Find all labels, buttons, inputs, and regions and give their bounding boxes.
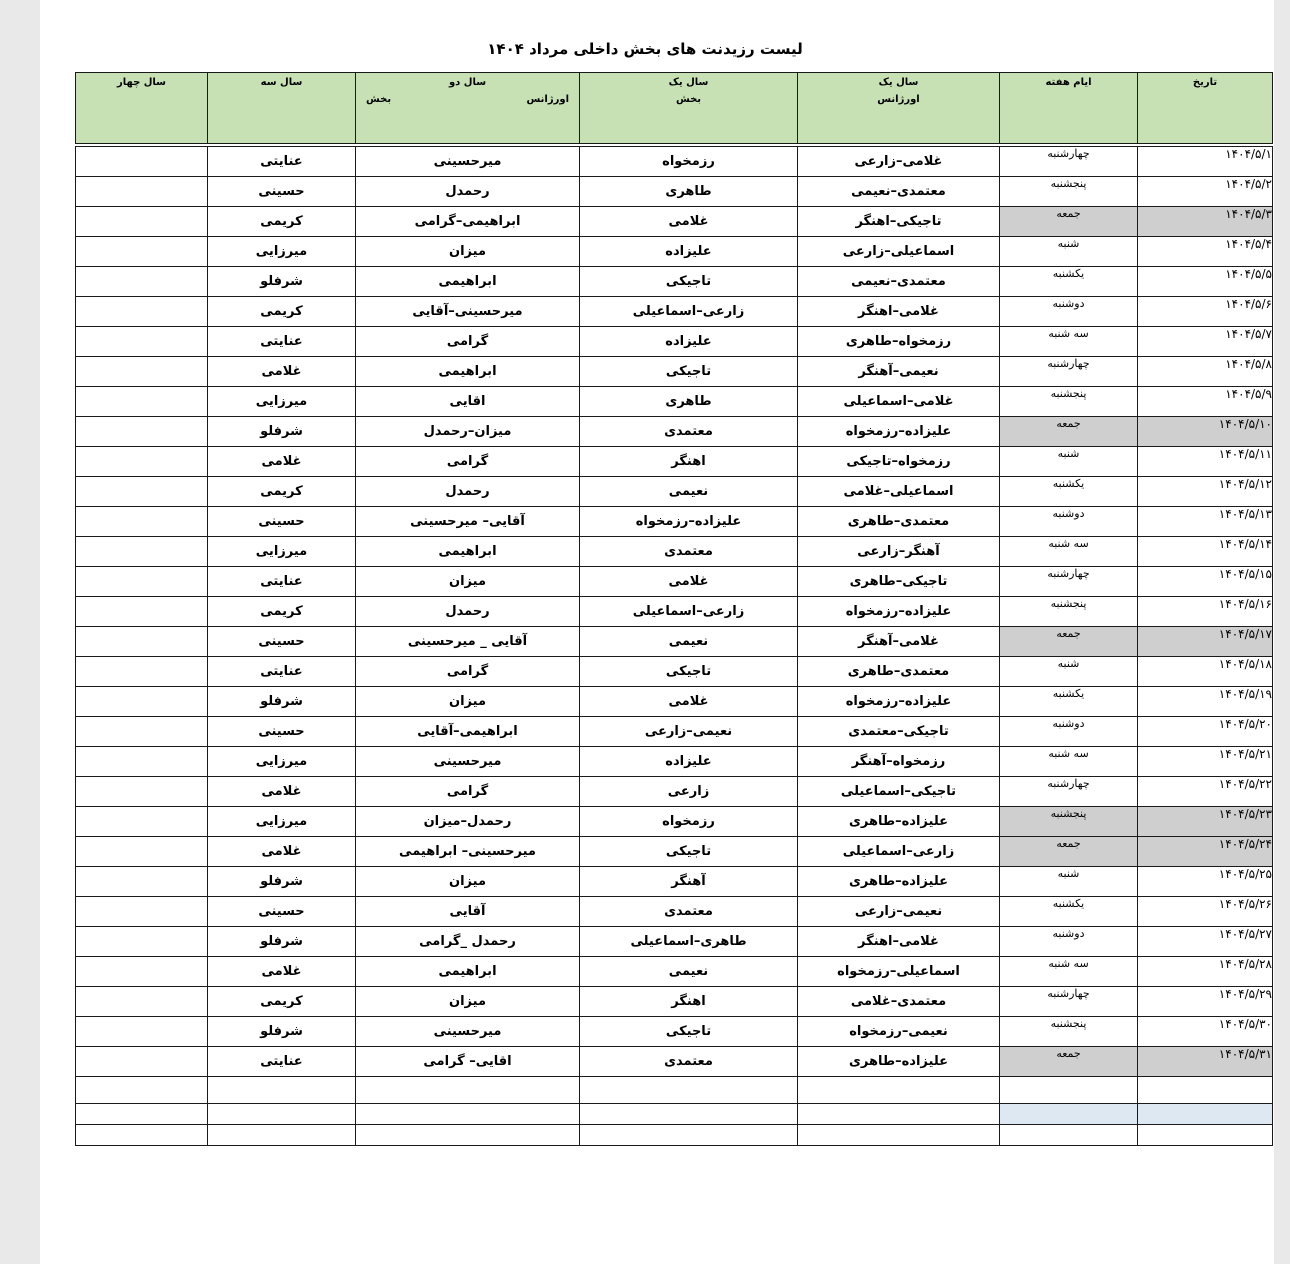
year1-emergency-cell: معتمدی–نعیمی	[798, 177, 1000, 207]
weekday-cell: جمعه	[1000, 837, 1138, 867]
year1-ward-cell: زارعی–اسماعیلی	[580, 297, 798, 327]
date-cell: ۱۴۰۴/۵/۲۲	[1138, 777, 1273, 807]
weekday-cell: پنجشنبه	[1000, 387, 1138, 417]
year3-cell: غلامی	[208, 777, 356, 807]
date-cell: ۱۴۰۴/۵/۳	[1138, 207, 1273, 237]
date-cell: ۱۴۰۴/۵/۴	[1138, 237, 1273, 267]
year4-cell	[76, 1047, 208, 1077]
page-title: لیست رزیدنت های بخش داخلی مرداد ۱۴۰۴	[487, 40, 803, 58]
year1-emergency-cell: رزمخواه–آهنگر	[798, 747, 1000, 777]
year1-ward-cell: رزمخواه	[580, 147, 798, 177]
weekday-cell: یکشنبه	[1000, 267, 1138, 297]
year3-cell: حسینی	[208, 717, 356, 747]
table-row	[76, 657, 1273, 687]
year1-emergency-cell: غلامی–زارعی	[798, 147, 1000, 177]
date-cell: ۱۴۰۴/۵/۲۶	[1138, 897, 1273, 927]
resident-schedule-table	[75, 72, 1273, 1146]
year1-ward-cell: علیزاده–رزمخواه	[580, 507, 798, 537]
table-row	[76, 447, 1273, 477]
year2-cell: آقایی _ میرحسینی	[356, 627, 580, 657]
date-cell: ۱۴۰۴/۵/۶	[1138, 297, 1273, 327]
year1-ward-cell: غلامی	[580, 207, 798, 237]
year1-emergency-cell	[798, 1125, 1000, 1146]
year4-cell	[76, 357, 208, 387]
year4-cell	[76, 1077, 208, 1104]
year3-cell	[208, 1125, 356, 1146]
date-cell	[1138, 1125, 1273, 1146]
year1-emergency-cell: تاجیکی–معتمدی	[798, 717, 1000, 747]
year2-cell: میزان	[356, 867, 580, 897]
weekday-cell: یکشنبه	[1000, 687, 1138, 717]
year3-cell: کریمی	[208, 477, 356, 507]
year1-emergency-cell: معتمدی–غلامی	[798, 987, 1000, 1017]
year3-cell: عنایتی	[208, 327, 356, 357]
year3-cell: شرفلو	[208, 927, 356, 957]
weekday-cell	[1000, 1104, 1138, 1125]
date-cell: ۱۴۰۴/۵/۹	[1138, 387, 1273, 417]
header-row	[76, 73, 1273, 144]
year1-emergency-cell: علیزاده–رزمخواه	[798, 597, 1000, 627]
year1-emergency-cell: علیزاده–طاهری	[798, 807, 1000, 837]
year1-emergency-cell: غلامی–اهنگر	[798, 927, 1000, 957]
year3-cell: حسینی	[208, 507, 356, 537]
year3-cell: عنایتی	[208, 1047, 356, 1077]
year1-ward-cell: آهنگر	[580, 867, 798, 897]
year3-cell	[208, 1104, 356, 1125]
year1-emergency-cell: معتمدی–طاهری	[798, 507, 1000, 537]
date-cell: ۱۴۰۴/۵/۱۶	[1138, 597, 1273, 627]
year2-cell: رحمدل	[356, 477, 580, 507]
table-row	[76, 507, 1273, 537]
table-row	[76, 777, 1273, 807]
year1-ward-cell: علیزاده	[580, 327, 798, 357]
date-cell: ۱۴۰۴/۵/۱۹	[1138, 687, 1273, 717]
date-cell: ۱۴۰۴/۵/۱۰	[1138, 417, 1273, 447]
year3-cell: حسینی	[208, 627, 356, 657]
year1-ward-cell: زارعی	[580, 777, 798, 807]
table-row	[76, 597, 1273, 627]
table-row	[76, 237, 1273, 267]
table-row	[76, 297, 1273, 327]
year1-ward-cell: غلامی	[580, 567, 798, 597]
table-row	[76, 1047, 1273, 1077]
date-cell: ۱۴۰۴/۵/۳۰	[1138, 1017, 1273, 1047]
year2-cell: ابراهیمی	[356, 267, 580, 297]
year1-ward-cell: معتمدی	[580, 897, 798, 927]
year4-cell	[76, 777, 208, 807]
table-row	[76, 807, 1273, 837]
year1-ward-cell: معتمدی	[580, 537, 798, 567]
year2-cell	[356, 1125, 580, 1146]
weekday-cell: جمعه	[1000, 627, 1138, 657]
date-cell	[1138, 1104, 1273, 1125]
weekday-cell: شنبه	[1000, 657, 1138, 687]
year2-cell: میرحسینی	[356, 1017, 580, 1047]
date-cell: ۱۴۰۴/۵/۲۴	[1138, 837, 1273, 867]
year3-cell: میرزایی	[208, 387, 356, 417]
weekday-cell: سه شنبه	[1000, 747, 1138, 777]
date-cell: ۱۴۰۴/۵/۲۰	[1138, 717, 1273, 747]
table-row	[76, 147, 1273, 177]
year1-ward-cell	[580, 1125, 798, 1146]
year1-ward-cell: اهنگر	[580, 987, 798, 1017]
year1-emergency-cell: علیزاده–رزمخواه	[798, 687, 1000, 717]
year2-cell: میزان	[356, 987, 580, 1017]
year4-cell	[76, 1017, 208, 1047]
year4-cell	[76, 537, 208, 567]
header-year1-emergency: سال یک اورژانس	[798, 73, 1000, 144]
date-cell: ۱۴۰۴/۵/۵	[1138, 267, 1273, 297]
table-row	[76, 207, 1273, 237]
year4-cell	[76, 477, 208, 507]
year4-cell	[76, 837, 208, 867]
header-year4: سال چهار	[76, 73, 208, 144]
year1-emergency-cell: علیزاده–رزمخواه	[798, 417, 1000, 447]
year4-cell	[76, 327, 208, 357]
year2-cell: میرحسینی–آقایی	[356, 297, 580, 327]
table-row	[76, 1017, 1273, 1047]
header-year1-ward: سال یک بخش	[580, 73, 798, 144]
year2-cell: ابراهیمی	[356, 957, 580, 987]
year4-cell	[76, 747, 208, 777]
table-row	[76, 177, 1273, 207]
year4-cell	[76, 507, 208, 537]
date-cell: ۱۴۰۴/۵/۲۵	[1138, 867, 1273, 897]
year1-emergency-cell: زارعی–اسماعیلی	[798, 837, 1000, 867]
date-cell: ۱۴۰۴/۵/۱۵	[1138, 567, 1273, 597]
year3-cell: عنایتی	[208, 147, 356, 177]
year1-ward-cell: طاهری–اسماعیلی	[580, 927, 798, 957]
year1-emergency-cell: غلامی–اهنگر	[798, 297, 1000, 327]
year1-emergency-cell: تاجیکی–اسماعیلی	[798, 777, 1000, 807]
year4-cell	[76, 957, 208, 987]
year4-cell	[76, 627, 208, 657]
table-row	[76, 897, 1273, 927]
year3-cell: حسینی	[208, 897, 356, 927]
header-year2: سال دو اورژانس بخش	[356, 73, 580, 144]
empty-row	[76, 1104, 1273, 1125]
year1-ward-cell: رزمخواه	[580, 807, 798, 837]
year4-cell	[76, 987, 208, 1017]
table-row	[76, 327, 1273, 357]
year2-cell	[356, 1104, 580, 1125]
table-row	[76, 927, 1273, 957]
date-cell: ۱۴۰۴/۵/۲۷	[1138, 927, 1273, 957]
year1-ward-cell: تاجیکی	[580, 837, 798, 867]
year1-ward-cell: علیزاده	[580, 237, 798, 267]
weekday-cell: پنجشنبه	[1000, 1017, 1138, 1047]
year1-ward-cell: اهنگر	[580, 447, 798, 477]
weekday-cell: شنبه	[1000, 867, 1138, 897]
year2-cell: میزان	[356, 237, 580, 267]
year1-emergency-cell: تاجیکی–طاهری	[798, 567, 1000, 597]
year2-cell: میزان	[356, 567, 580, 597]
year1-emergency-cell	[798, 1077, 1000, 1104]
date-cell: ۱۴۰۴/۵/۲۱	[1138, 747, 1273, 777]
date-cell: ۱۴۰۴/۵/۲۳	[1138, 807, 1273, 837]
weekday-cell: یکشنبه	[1000, 477, 1138, 507]
year4-cell	[76, 177, 208, 207]
year1-ward-cell: تاجیکی	[580, 357, 798, 387]
year3-cell: شرفلو	[208, 267, 356, 297]
year1-emergency-cell: رزمخواه–تاجیکی	[798, 447, 1000, 477]
date-cell: ۱۴۰۴/۵/۱۷	[1138, 627, 1273, 657]
year4-cell	[76, 567, 208, 597]
weekday-cell	[1000, 1125, 1138, 1146]
year2-cell: اقایی	[356, 387, 580, 417]
weekday-cell: دوشنبه	[1000, 297, 1138, 327]
year2-cell: میرحسینی– ابراهیمی	[356, 837, 580, 867]
weekday-cell: جمعه	[1000, 207, 1138, 237]
year1-ward-cell	[580, 1077, 798, 1104]
weekday-cell: سه شنبه	[1000, 537, 1138, 567]
weekday-cell: چهارشنبه	[1000, 567, 1138, 597]
year3-cell: میرزایی	[208, 807, 356, 837]
weekday-cell: پنجشنبه	[1000, 177, 1138, 207]
weekday-cell: پنجشنبه	[1000, 597, 1138, 627]
year2-cell: ابراهیمی–آقایی	[356, 717, 580, 747]
weekday-cell: سه شنبه	[1000, 957, 1138, 987]
year4-cell	[76, 207, 208, 237]
weekday-cell: چهارشنبه	[1000, 987, 1138, 1017]
table-row	[76, 567, 1273, 597]
table-row	[76, 747, 1273, 777]
year3-cell: کریمی	[208, 597, 356, 627]
date-cell: ۱۴۰۴/۵/۳۱	[1138, 1047, 1273, 1077]
year1-emergency-cell	[798, 1104, 1000, 1125]
weekday-cell: جمعه	[1000, 417, 1138, 447]
weekday-cell	[1000, 1077, 1138, 1104]
date-cell	[1138, 1077, 1273, 1104]
year3-cell: عنایتی	[208, 657, 356, 687]
year2-cell: ابراهیمی	[356, 537, 580, 567]
year4-cell	[76, 867, 208, 897]
year3-cell: غلامی	[208, 447, 356, 477]
year1-ward-cell: تاجیکی	[580, 657, 798, 687]
year4-cell	[76, 717, 208, 747]
year2-cell	[356, 1077, 580, 1104]
year2-cell: گرامی	[356, 327, 580, 357]
weekday-cell: سه شنبه	[1000, 327, 1138, 357]
year1-ward-cell: طاهری	[580, 177, 798, 207]
year4-cell	[76, 447, 208, 477]
year1-ward-cell: نعیمی	[580, 627, 798, 657]
year2-cell: گرامی	[356, 447, 580, 477]
header-year3: سال سه	[208, 73, 356, 144]
date-cell: ۱۴۰۴/۵/۱۱	[1138, 447, 1273, 477]
year1-ward-cell: طاهری	[580, 387, 798, 417]
year3-cell: کریمی	[208, 987, 356, 1017]
year4-cell	[76, 597, 208, 627]
year1-emergency-cell: علیزاده–طاهری	[798, 867, 1000, 897]
year3-cell: کریمی	[208, 297, 356, 327]
year4-cell	[76, 927, 208, 957]
table-row	[76, 867, 1273, 897]
year1-ward-cell: نعیمی–زارعی	[580, 717, 798, 747]
year1-ward-cell: معتمدی	[580, 417, 798, 447]
weekday-cell: دوشنبه	[1000, 927, 1138, 957]
year1-ward-cell: نعیمی	[580, 477, 798, 507]
year3-cell: کریمی	[208, 207, 356, 237]
year3-cell: شرفلو	[208, 687, 356, 717]
year1-ward-cell: زارعی–اسماعیلی	[580, 597, 798, 627]
date-cell: ۱۴۰۴/۵/۱۲	[1138, 477, 1273, 507]
weekday-cell: چهارشنبه	[1000, 147, 1138, 177]
year4-cell	[76, 387, 208, 417]
table-row	[76, 537, 1273, 567]
weekday-cell: دوشنبه	[1000, 717, 1138, 747]
date-cell: ۱۴۰۴/۵/۲۸	[1138, 957, 1273, 987]
year3-cell: غلامی	[208, 837, 356, 867]
date-cell: ۱۴۰۴/۵/۱	[1138, 147, 1273, 177]
year3-cell: شرفلو	[208, 1017, 356, 1047]
date-cell: ۱۴۰۴/۵/۲	[1138, 177, 1273, 207]
year1-emergency-cell: نعیمی–آهنگر	[798, 357, 1000, 387]
year1-emergency-cell: معتمدی–طاهری	[798, 657, 1000, 687]
weekday-cell: پنجشنبه	[1000, 807, 1138, 837]
year2-cell: آقایی– میرحسینی	[356, 507, 580, 537]
year1-ward-cell: معتمدی	[580, 1047, 798, 1077]
table-row	[76, 717, 1273, 747]
year1-emergency-cell: اسماعیلی–رزمخواه	[798, 957, 1000, 987]
weekday-cell: چهارشنبه	[1000, 357, 1138, 387]
weekday-cell: یکشنبه	[1000, 897, 1138, 927]
year1-ward-cell: نعیمی	[580, 957, 798, 987]
date-cell: ۱۴۰۴/۵/۸	[1138, 357, 1273, 387]
year1-emergency-cell: معتمدی–نعیمی	[798, 267, 1000, 297]
year2-cell: رحمدل–میزان	[356, 807, 580, 837]
date-cell: ۱۴۰۴/۵/۷	[1138, 327, 1273, 357]
year3-cell: میرزایی	[208, 237, 356, 267]
year4-cell	[76, 147, 208, 177]
empty-row	[76, 1077, 1273, 1104]
year3-cell: میرزایی	[208, 537, 356, 567]
table-row	[76, 627, 1273, 657]
year4-cell	[76, 1125, 208, 1146]
year1-emergency-cell: اسماعیلی–زارعی	[798, 237, 1000, 267]
year4-cell	[76, 237, 208, 267]
year1-emergency-cell: رزمخواه–طاهری	[798, 327, 1000, 357]
year1-emergency-cell: غلامی–آهنگر	[798, 627, 1000, 657]
date-cell: ۱۴۰۴/۵/۲۹	[1138, 987, 1273, 1017]
year4-cell	[76, 807, 208, 837]
year2-cell: میزان–رحمدل	[356, 417, 580, 447]
year1-ward-cell: تاجیکی	[580, 267, 798, 297]
year3-cell: عنایتی	[208, 567, 356, 597]
date-cell: ۱۴۰۴/۵/۱۳	[1138, 507, 1273, 537]
year1-emergency-cell: نعیمی–رزمخواه	[798, 1017, 1000, 1047]
year1-ward-cell: علیزاده	[580, 747, 798, 777]
table-row	[76, 987, 1273, 1017]
table-row	[76, 957, 1273, 987]
year2-cell: رحمدل	[356, 177, 580, 207]
year2-cell: میرحسینی	[356, 147, 580, 177]
year4-cell	[76, 1104, 208, 1125]
table-row	[76, 267, 1273, 297]
year2-cell: ابراهیمی–گرامی	[356, 207, 580, 237]
year2-cell: آقایی	[356, 897, 580, 927]
year2-cell: رحمدل	[356, 597, 580, 627]
year1-ward-cell	[580, 1104, 798, 1125]
year3-cell: غلامی	[208, 957, 356, 987]
year2-cell: میرحسینی	[356, 747, 580, 777]
date-cell: ۱۴۰۴/۵/۱۸	[1138, 657, 1273, 687]
table-row	[76, 687, 1273, 717]
year2-cell: گرامی	[356, 777, 580, 807]
weekday-cell: جمعه	[1000, 1047, 1138, 1077]
weekday-cell: دوشنبه	[1000, 507, 1138, 537]
year1-emergency-cell: آهنگر–زارعی	[798, 537, 1000, 567]
year1-emergency-cell: غلامی–اسماعیلی	[798, 387, 1000, 417]
table-row	[76, 477, 1273, 507]
year2-cell: اقایی– گرامی	[356, 1047, 580, 1077]
year3-cell: شرفلو	[208, 867, 356, 897]
empty-row	[76, 1125, 1273, 1146]
year3-cell	[208, 1077, 356, 1104]
year3-cell: غلامی	[208, 357, 356, 387]
header-date: تاریخ	[1138, 73, 1273, 144]
year4-cell	[76, 267, 208, 297]
year3-cell: شرفلو	[208, 417, 356, 447]
table-row	[76, 417, 1273, 447]
schedule-rows	[76, 147, 1273, 1146]
date-cell: ۱۴۰۴/۵/۱۴	[1138, 537, 1273, 567]
year4-cell	[76, 897, 208, 927]
table-row	[76, 357, 1273, 387]
year4-cell	[76, 417, 208, 447]
year1-ward-cell: غلامی	[580, 687, 798, 717]
year1-ward-cell: تاجیکی	[580, 1017, 798, 1047]
weekday-cell: شنبه	[1000, 237, 1138, 267]
year3-cell: حسینی	[208, 177, 356, 207]
year1-emergency-cell: اسماعیلی–غلامی	[798, 477, 1000, 507]
year1-emergency-cell: علیزاده–طاهری	[798, 1047, 1000, 1077]
year2-cell: میزان	[356, 687, 580, 717]
year2-cell: ابراهیمی	[356, 357, 580, 387]
year4-cell	[76, 297, 208, 327]
year2-cell: رحمدل _گرامی	[356, 927, 580, 957]
year2-cell: گرامی	[356, 657, 580, 687]
year4-cell	[76, 687, 208, 717]
year1-emergency-cell: تاجیکی–اهنگر	[798, 207, 1000, 237]
year4-cell	[76, 657, 208, 687]
header-weekday: ایام هفته	[1000, 73, 1138, 144]
year3-cell: میرزایی	[208, 747, 356, 777]
table-row	[76, 387, 1273, 417]
table-row	[76, 837, 1273, 867]
year1-emergency-cell: نعیمی–زارعی	[798, 897, 1000, 927]
weekday-cell: چهارشنبه	[1000, 777, 1138, 807]
weekday-cell: شنبه	[1000, 447, 1138, 477]
